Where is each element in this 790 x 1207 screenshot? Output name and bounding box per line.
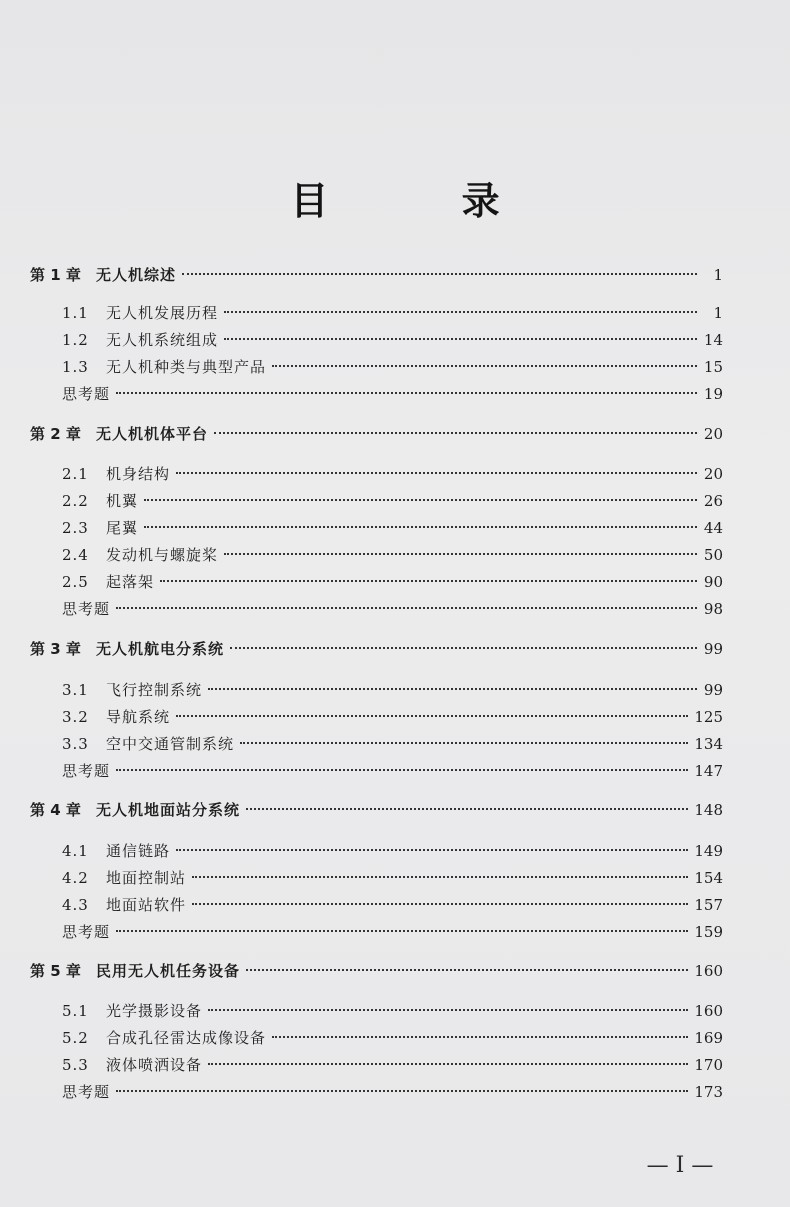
section-title: 无人机种类与典型产品 — [106, 358, 267, 376]
page-number: 134 — [694, 735, 723, 753]
toc-section — [62, 892, 723, 918]
leader-dots — [176, 472, 697, 474]
leader-dots — [214, 432, 697, 434]
toc-section — [62, 998, 723, 1024]
page-number: 149 — [694, 842, 723, 860]
page-number: 169 — [694, 1029, 723, 1047]
section-title: 无人机系统组成 — [106, 331, 219, 349]
exercises-title: 思考题 — [62, 762, 111, 780]
page-number: 99 — [703, 681, 723, 699]
leader-dots — [116, 607, 697, 609]
toc-exercises — [62, 758, 723, 784]
leader-dots — [272, 365, 697, 367]
toc-section — [62, 300, 723, 326]
section-title: 空中交通管制系统 — [106, 735, 235, 753]
toc-section — [62, 838, 723, 864]
toc-exercises — [62, 381, 723, 407]
chapter-number: 第 4 章 — [30, 801, 81, 819]
exercises-title: 思考题 — [62, 923, 111, 941]
toc-section — [62, 704, 723, 730]
section-title: 液体喷洒设备 — [106, 1056, 203, 1074]
toc-chapter-5 — [30, 958, 723, 984]
section-title: 尾翼 — [106, 519, 139, 537]
toc-exercises — [62, 919, 723, 945]
toc-chapter-1 — [30, 262, 723, 288]
chapter-number: 第 2 章 — [30, 425, 81, 443]
leader-dots — [160, 580, 697, 582]
section-number: 4.2 — [62, 869, 89, 887]
page-number: 50 — [703, 546, 723, 564]
leader-dots — [116, 930, 688, 932]
chapter-title: 无人机机体平台 — [96, 425, 209, 443]
section-number: 5.1 — [62, 1002, 89, 1020]
chapter-number: 第 1 章 — [30, 266, 81, 284]
page-number: 20 — [703, 425, 723, 443]
page-number: 159 — [694, 923, 723, 941]
section-number: 2.5 — [62, 573, 89, 591]
leader-dots — [208, 1063, 688, 1065]
leader-dots — [208, 688, 697, 690]
page-number: 148 — [694, 801, 723, 819]
page-number: 15 — [703, 358, 723, 376]
section-number: 1.3 — [62, 358, 89, 376]
toc-exercises — [62, 1079, 723, 1105]
section-title: 无人机发展历程 — [106, 304, 219, 322]
page-number: 26 — [703, 492, 723, 510]
page-number: 99 — [703, 640, 723, 658]
chapter-title: 民用无人机任务设备 — [96, 962, 241, 980]
leader-dots — [144, 526, 697, 528]
page-number: 125 — [694, 708, 723, 726]
leader-dots — [192, 903, 688, 905]
section-title: 光学摄影设备 — [106, 1002, 203, 1020]
toc-section — [62, 731, 723, 757]
toc-section — [62, 488, 723, 514]
chapter-number: 第 3 章 — [30, 640, 81, 658]
page-number: 98 — [703, 600, 723, 618]
leader-dots — [208, 1009, 688, 1011]
page-number: 1 — [713, 304, 723, 322]
page-number: 44 — [703, 519, 723, 537]
exercises-title: 思考题 — [62, 600, 111, 618]
toc-section — [62, 327, 723, 353]
page-number: 170 — [694, 1056, 723, 1074]
page-number: 147 — [694, 762, 723, 780]
leader-dots — [224, 311, 697, 313]
section-title: 合成孔径雷达成像设备 — [106, 1029, 267, 1047]
page-number: 1 — [713, 266, 723, 284]
section-title: 起落架 — [106, 573, 155, 591]
section-number: 3.1 — [62, 681, 89, 699]
leader-dots — [182, 273, 697, 275]
page-title: 目 录 — [290, 179, 560, 223]
section-number: 2.2 — [62, 492, 89, 510]
section-title: 通信链路 — [106, 842, 171, 860]
toc-exercises — [62, 596, 723, 622]
toc-section — [62, 865, 723, 891]
page-number: 90 — [703, 573, 723, 591]
leader-dots — [224, 553, 697, 555]
leader-dots — [116, 392, 697, 394]
page-number: 160 — [694, 962, 723, 980]
page-number: 154 — [694, 869, 723, 887]
section-number: 1.1 — [62, 304, 89, 322]
toc-section — [62, 354, 723, 380]
section-number: 3.2 — [62, 708, 89, 726]
toc-section — [62, 1052, 723, 1078]
page-number: 14 — [703, 331, 723, 349]
toc-section — [62, 677, 723, 703]
section-number: 4.1 — [62, 842, 89, 860]
section-title: 导航系统 — [106, 708, 171, 726]
section-number: 5.3 — [62, 1056, 89, 1074]
chapter-title: 无人机航电分系统 — [96, 640, 225, 658]
chapter-title: 无人机综述 — [96, 266, 177, 284]
page-folio: — I — — [646, 1153, 714, 1178]
leader-dots — [224, 338, 697, 340]
leader-dots — [144, 499, 697, 501]
toc-chapter-3 — [30, 636, 723, 662]
leader-dots — [176, 849, 688, 851]
leader-dots — [246, 969, 688, 971]
section-number: 5.2 — [62, 1029, 89, 1047]
section-number: 3.3 — [62, 735, 89, 753]
leader-dots — [246, 808, 688, 810]
section-number: 1.2 — [62, 331, 89, 349]
section-title: 地面控制站 — [106, 869, 187, 887]
page-number: 173 — [694, 1083, 723, 1101]
page-number: 19 — [703, 385, 723, 403]
toc-section — [62, 569, 723, 595]
leader-dots — [116, 1090, 688, 1092]
section-title: 发动机与螺旋桨 — [106, 546, 219, 564]
section-title: 机身结构 — [106, 465, 171, 483]
exercises-title: 思考题 — [62, 1083, 111, 1101]
toc-section — [62, 461, 723, 487]
exercises-title: 思考题 — [62, 385, 111, 403]
toc-section — [62, 515, 723, 541]
section-title: 地面站软件 — [106, 896, 187, 914]
section-number: 2.4 — [62, 546, 89, 564]
page-number: 20 — [703, 465, 723, 483]
section-number: 2.1 — [62, 465, 89, 483]
leader-dots — [230, 647, 697, 649]
toc-section — [62, 542, 723, 568]
leader-dots — [176, 715, 688, 717]
section-number: 2.3 — [62, 519, 89, 537]
leader-dots — [272, 1036, 688, 1038]
page-number: 157 — [694, 896, 723, 914]
toc-section — [62, 1025, 723, 1051]
leader-dots — [192, 876, 688, 878]
section-number: 4.3 — [62, 896, 89, 914]
leader-dots — [116, 769, 688, 771]
section-title: 飞行控制系统 — [106, 681, 203, 699]
chapter-number: 第 5 章 — [30, 962, 81, 980]
page-number: 160 — [694, 1002, 723, 1020]
section-title: 机翼 — [106, 492, 139, 510]
toc-chapter-4 — [30, 797, 723, 823]
chapter-title: 无人机地面站分系统 — [96, 801, 241, 819]
leader-dots — [240, 742, 688, 744]
toc-chapter-2 — [30, 421, 723, 447]
